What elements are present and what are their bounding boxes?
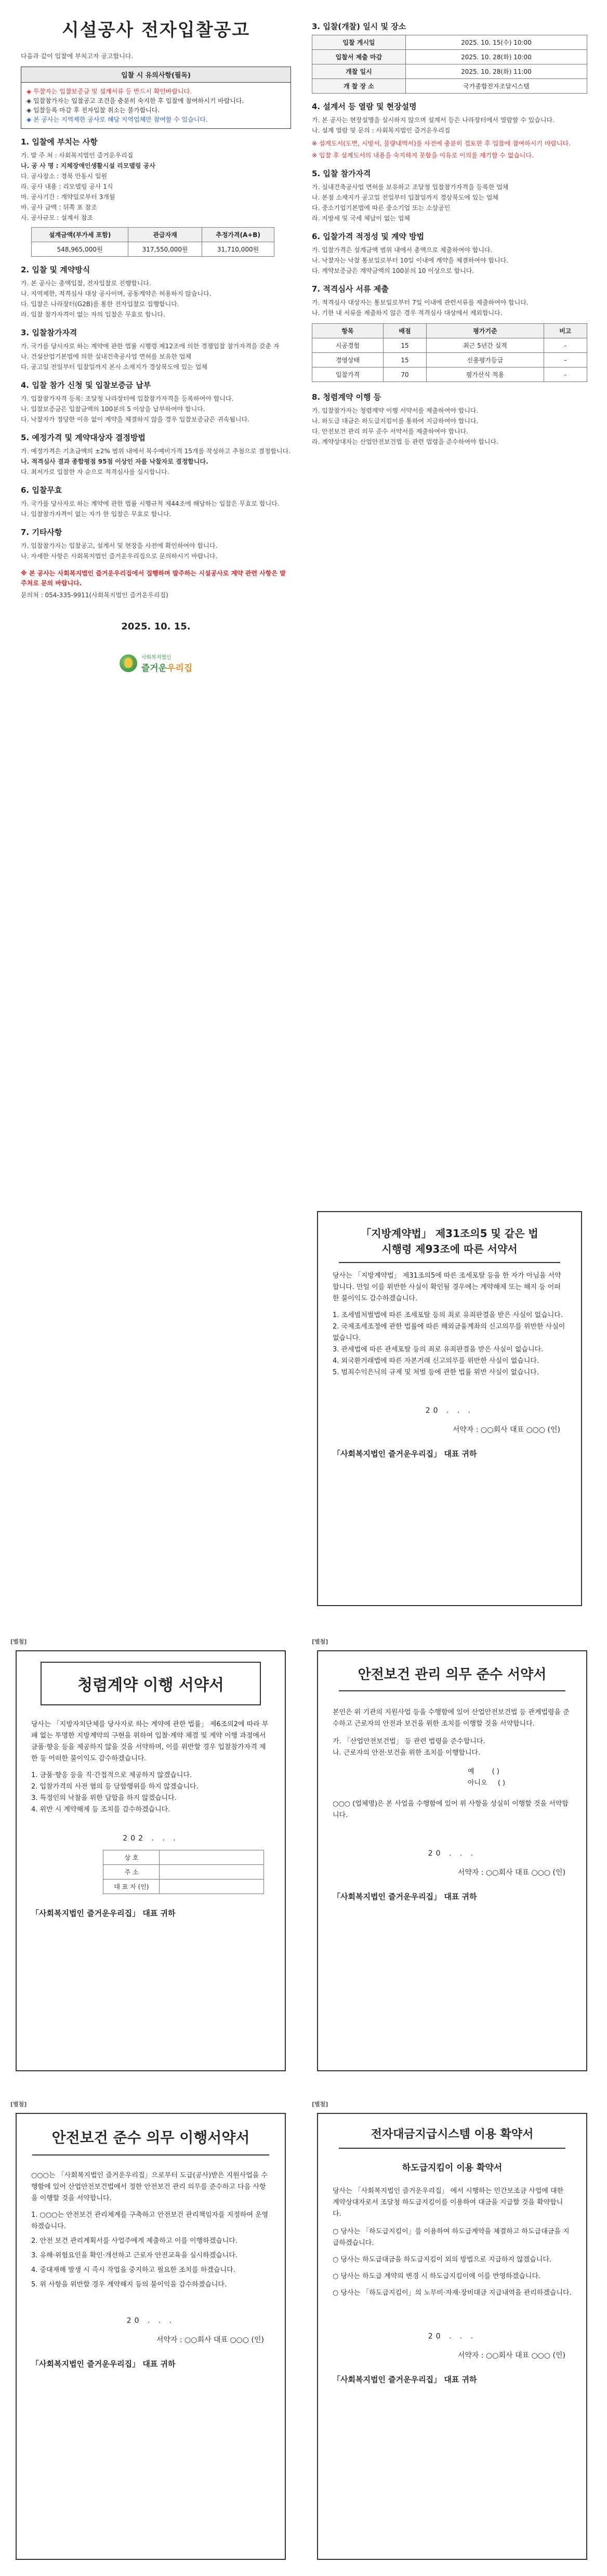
table-cell: 31,710,000원 [202, 242, 274, 257]
list-item: 가. 적격심사 대상자는 통보일로부터 7일 이내에 관련서류를 제출하여야 합니다. [312, 299, 529, 306]
list-item: 마. 공사기간 : 계약일로부터 3개월 [21, 193, 115, 201]
table-header: 비고 [544, 324, 587, 338]
table-cell: 548,965,000원 [32, 242, 128, 257]
form-addressee: 「사회복지법인 즐거운우리집」 대표 귀하 [333, 1892, 477, 1901]
list-item: 나. 입찰참가자격이 없는 자가 한 입찰은 무효로 합니다. [21, 510, 171, 518]
budget-table [31, 227, 274, 257]
form-addressee: 「사회복지법인 즐거운우리집」 대표 귀하 [333, 1449, 477, 1458]
caution-line: ◈ 입찰참가자는 입찰공고 조건을 충분히 숙지한 후 입찰에 참여하시기 바랍니다. [27, 97, 244, 104]
logo-text-main-b: 우리집 [167, 663, 193, 674]
table-cell: 개 찰 장 소 [312, 79, 406, 94]
list-item: 라. 지방세 및 국세 체납이 없는 업체 [312, 215, 410, 222]
form-note: ○○○ (업체명)은 본 사업을 수행함에 있어 위 사항을 성실히 이행할 것을 서약합니다. [333, 1800, 569, 1819]
logo-text-top: 사회복지법인 [141, 655, 171, 661]
table-row [312, 338, 587, 353]
table-cell: 입찰서 제출 마감 [312, 50, 406, 64]
checkbox-row [333, 1778, 572, 1789]
form-body [17, 1712, 285, 1823]
logo-text-main-a: 즐거운 [141, 663, 167, 674]
form-item: 3. 관세법에 따른 관세포탈 등의 죄로 유죄판결을 받은 사실이 없습니다. [333, 1346, 544, 1353]
form-intro: ○○○는 「사회복지법인 즐거운우리집」으로부터 도급(공사)받은 지원사업을 수행함에 있어 산업안전보건법에서 정한 안전보건 관리 의무를 준수하고 다음 사항을 이행할 것을 서약합니다. [31, 2172, 268, 2202]
table-cell: 2025. 10. 28(화) 11:00 [405, 64, 587, 79]
form-signer: 서약자 : ○○회사 대표 ○○○ (인) [156, 2336, 264, 2344]
section-5-list [21, 446, 291, 477]
form-item: 4. 중대재해 발생 시 즉시 작업을 중지하고 필요한 조치를 하겠습니다. [31, 2266, 235, 2274]
attachment-tag: [별첨] [10, 1638, 27, 1645]
form-item: 가. 「산업안전보건법」 등 관련 법령을 준수합니다. [333, 1738, 485, 1745]
r-section-7-list [312, 297, 587, 318]
table-cell: 최근 5년간 실적 [427, 338, 544, 353]
table-cell: 2025. 10. 28(화) 10:00 [405, 50, 587, 64]
list-item: 나. 적격심사 결과 종합평점 95점 이상인 자를 낙찰자로 결정합니다. [21, 458, 208, 465]
form-5-tag-wrap [312, 2100, 587, 2108]
list-item: 다. 중소기업기본법에 따른 중소기업 또는 소상공인 [312, 204, 451, 212]
table-row [312, 35, 587, 50]
form-2-tag-wrap [10, 1637, 286, 1646]
list-item: 가. 입찰참가자는 입찰공고, 설계서 및 현장을 사전에 확인하여야 합니다. [21, 542, 218, 549]
list-item: 가. 실내건축공사업 면허를 보유하고 조달청 입찰참가자격을 등록한 업체 [312, 183, 509, 191]
table-cell: 시공경험 [312, 338, 384, 353]
logo-mark-icon [120, 654, 137, 672]
section-heading: 3. 입찰(개찰) 일시 및 장소 [312, 22, 406, 31]
table-row [312, 50, 587, 64]
checkbox-label: 아니오 [468, 1779, 487, 1787]
logo-text [141, 653, 193, 674]
section-heading: 2. 입찰 및 계약방식 [21, 265, 90, 274]
table-cell: - [544, 353, 587, 367]
list-item: 나. 본점 소재지가 공고일 전일부터 입찰일까지 경상북도에 있는 업체 [312, 194, 498, 201]
section-heading: 5. 입찰 참가자격 [312, 169, 371, 178]
r-section-6-list [312, 245, 587, 276]
table-header: 추정가격(A+B) [202, 228, 274, 242]
table-row [312, 353, 587, 367]
table-cell: 신용평가등급 [427, 353, 544, 367]
checkbox-row [333, 1766, 572, 1778]
r-section-5-list [312, 182, 587, 224]
list-item: 가. 국가를 당사자로 하는 계약에 관한 법률 시행규칙 제44조에 해당하는 입찰은 무효로 합니다. [21, 500, 280, 507]
attachment-tag: [별첨] [312, 2101, 328, 2108]
table-row [312, 64, 587, 79]
form-item: 1. ○○○는 안전보건 관리체계를 구축하고 안전보건 관리책임자를 지정하여 운영하겠습니다. [31, 2211, 269, 2230]
caution-line: ◈ 입찰등록 마감 후 전자입찰 취소는 불가합니다. [27, 107, 160, 114]
list-item: 가. 본 공사는 총액입찰, 전자입찰로 진행합니다. [21, 280, 151, 287]
section-6-list [21, 498, 291, 519]
form-item: 2. 입찰가격의 사전 협의 등 담합행위를 하지 않겠습니다. [31, 1783, 199, 1791]
list-item: 라. 공사 내용 : 리모델링 공사 1식 [21, 183, 113, 190]
form-3-tag-wrap [312, 1637, 587, 1646]
list-item: 나. 자세한 사항은 사회복지법인 즐거운우리집으로 문의하시기 바랍니다. [21, 553, 218, 560]
list-item: 다. 안전보건 관리 의무 준수 서약서를 제출하여야 합니다. [312, 428, 468, 435]
table-row [103, 1880, 264, 1894]
logo-text-main [141, 661, 193, 674]
section-4-list [21, 393, 291, 425]
checkbox[interactable]: ( ) [497, 1779, 506, 1787]
section-2-list [21, 278, 291, 320]
form-title: 안전보건 관리 의무 준수 서약서 [339, 1651, 565, 1691]
form-body [318, 1263, 581, 1386]
form-signer: 서약자 : ○○회사 대표 ○○○ (인) [452, 1426, 560, 1434]
table-cell: 개찰 일시 [312, 64, 406, 79]
evaluation-table [312, 323, 587, 382]
safety-duty-pledge-form [317, 1650, 587, 2071]
table-cell: 경영상태 [312, 353, 384, 367]
list-item: 가. 본 공사는 현장설명을 실시하지 않으며 설계서 등은 나라장터에서 열람할 수 있습니다. [312, 116, 555, 124]
signer-table [103, 1850, 264, 1894]
contact-line: 문의처 : 054-335-9911(사회복지법인 즐거운우리집) [21, 592, 168, 599]
form-item: 1. 조세범처벌법에 따른 조세포탈 등의 죄로 유죄판결을 받은 사실이 없습니다. [333, 1311, 563, 1319]
list-item: 바. 공사 금액 : 뒤쪽 표 참조 [21, 204, 97, 211]
section-heading: 4. 설계서 등 열람 및 현장설명 [312, 102, 417, 111]
section-heading: 7. 기타사항 [21, 528, 62, 537]
list-item: 가. 국가를 당사자로 하는 계약에 관한 법률 시행령 제12조에 의한 경쟁입찰 참가자격을 갖춘 자 [21, 343, 280, 350]
form-4-tag-wrap [10, 2100, 286, 2108]
schedule-table [312, 35, 587, 94]
section-heading: 7. 적격심사 서류 제출 [312, 284, 389, 294]
table-row [312, 367, 587, 382]
form-item: 4. 외국환거래법에 따른 자본거래 신고의무를 위반한 사실이 없습니다. [333, 1357, 539, 1365]
form-item: 4. 위반 시 계약해제 등 조치를 감수하겠습니다. [31, 1806, 170, 1813]
form-item: 1. 금품·향응 등을 직·간접적으로 제공하지 않겠습니다. [31, 1771, 192, 1779]
table-row [312, 79, 587, 94]
list-item: 가. 입찰참가자는 청렴계약 이행 서약서를 제출하여야 합니다. [312, 407, 479, 414]
notice-left-column [21, 16, 291, 674]
list-item: 가. 입찰가격은 설계금액 범위 내에서 총액으로 제출하여야 합니다. [312, 246, 493, 254]
checkbox-label: 예 [468, 1768, 474, 1776]
notice-caution-box [21, 67, 291, 129]
list-item: 다. 계약보증금은 계약금액의 100분의 10 이상으로 합니다. [312, 267, 474, 274]
table-cell: 15 [383, 353, 426, 367]
table-row [312, 324, 587, 338]
caution-line: ◈ 투찰자는 입찰보증금 및 설계서류 등 반드시 확인바랍니다. [27, 88, 192, 95]
list-item: 나. 입찰보증금은 입찰금액의 100분의 5 이상을 납부하여야 합니다. [21, 405, 205, 413]
notice-caution-body [21, 83, 291, 128]
table-header: 배점 [383, 324, 426, 338]
notice-title: 시설공사 전자입찰공고 [61, 20, 250, 41]
form-item: 5. 위 사항을 위반할 경우 계약해지 등의 불이익을 감수하겠습니다. [31, 2281, 227, 2289]
caution-line: ◈ 본 공사는 지역제한 공사로 해당 지역업체만 참여할 수 있습니다. [27, 116, 208, 123]
section-3-list [21, 341, 291, 372]
list-item: 가. 예정가격은 기초금액의 ±2% 범위 내에서 복수예비가격 15개를 작성하고 추첨으로 결정합니다. [21, 448, 291, 455]
section-7-list [21, 541, 291, 561]
list-item: 다. 공고일 전일부터 입찰일까지 본사 소재지가 경상북도에 있는 업체 [21, 363, 207, 371]
red-notice: ※ 설계도서(도면, 시방서, 물량내역서)를 사전에 충분히 검토한 후 입찰에 참여하시기 바랍니다. [312, 140, 571, 147]
table-row [103, 1850, 264, 1865]
form-body [318, 2178, 586, 2311]
form-item: 3. 특정인의 낙찰을 위한 담합을 하지 않겠습니다. [31, 1794, 177, 1802]
form-title: 청렴계약 이행 서약서 [41, 1662, 260, 1705]
form-subtitle: 하도급지킴이 이용 확약서 [402, 2163, 503, 2173]
form-title: 안전보건 준수 의무 이행서약서 [32, 2114, 269, 2156]
list-item: 다. 입찰은 나라장터(G2B)를 통한 전자입찰로 집행합니다. [21, 300, 179, 308]
table-cell [160, 1865, 264, 1880]
form-item: 나. 근로자의 안전·보건을 위한 조치를 이행합니다. [333, 1749, 481, 1757]
table-cell: 대 표 자 (인) [103, 1880, 160, 1894]
tax-pledge-form [317, 1211, 582, 1606]
form-intro: 본인은 위 기관의 지원사업 등을 수행함에 있어 산업안전보건법 등 관계법령을 준수하고 근로자의 안전과 보건을 위한 조치를 이행할 것을 서약합니다. [333, 1708, 570, 1728]
table-cell: 주 소 [103, 1865, 160, 1880]
table-cell: 국가종합전자조달시스템 [405, 79, 587, 94]
list-item: 라. 입찰 참가자격이 없는 자의 입찰은 무효로 합니다. [21, 311, 165, 318]
table-cell: 70 [383, 367, 426, 382]
form-intro: 당사는 「지방계약법」 제31조의5에 따른 조세포탈 등을 한 자가 아님을 서약합니다. 만일 이를 위반한 사실이 확인될 경우에는 계약해제 또는 해지 등 어떠한 불이익도 감수하겠습니다. [333, 1272, 561, 1303]
form-title: 「지방계약법」 제31조의5 및 같은 법 시행령 제93조에 따른 서약서 [339, 1212, 560, 1263]
form-addressee: 「사회복지법인 즐거운우리집」 대표 귀하 [31, 2359, 176, 2369]
integrity-pledge-form [16, 1650, 286, 2071]
section-1-list [21, 150, 291, 223]
form-item: ○ 당사는 하도급대금을 하도급지킴이 외의 방법으로 지급하지 않겠습니다. [333, 2256, 552, 2264]
form-item: 5. 범죄수익은닉의 규제 및 처벌 등에 관한 법률 위반 사실이 없습니다. [333, 1369, 539, 1376]
notice-intro: 다음과 같이 입찰에 부치고자 공고합니다. [21, 52, 134, 60]
section-heading: 6. 입찰가격 적정성 및 계약 방법 [312, 232, 425, 241]
list-item: 다. 낙찰자가 정당한 이유 없이 계약을 체결하지 않을 경우 입찰보증금은 귀속됩니다. [21, 416, 249, 423]
table-header: 설계금액(부가세 포함) [32, 228, 128, 242]
form-item: ○ 당사는 하도급 계약의 변경 시 하도급지킴이에 이를 반영하겠습니다. [333, 2272, 541, 2280]
section-heading: 8. 청렴계약 이행 등 [312, 392, 381, 402]
org-logo [21, 653, 291, 674]
list-item: 다. 공사장소 : 경북 안동시 일원 [21, 173, 108, 180]
notice-caution-title: 입찰 시 유의사항(필독) [21, 67, 291, 83]
form-date: 20 . . . [428, 2332, 477, 2341]
table-cell: 입찰가격 [312, 367, 384, 382]
red-notice: ※ 입찰 후 설계도서의 내용을 숙지하지 못함을 이유로 이의를 제기할 수 없습니다. [312, 152, 534, 159]
list-item: 나. 하도급 대금은 하도급지킴이를 통하여 지급하여야 합니다. [312, 417, 479, 425]
table-header: 항목 [312, 324, 384, 338]
r-section-4-list [312, 115, 587, 136]
form-addressee: 「사회복지법인 즐거운우리집」 대표 귀하 [333, 2375, 477, 2384]
attachment-tag: [별첨] [10, 2101, 27, 2108]
table-cell: 평가산식 적용 [427, 367, 544, 382]
checkbox[interactable]: ( ) [492, 1768, 499, 1776]
form-item: 2. 안전 보건 관리계획서를 사업주에게 제출하고 이를 이행하겠습니다. [31, 2237, 238, 2245]
table-cell: 상 호 [103, 1850, 160, 1865]
payment-system-pledge-form [317, 2113, 587, 2560]
form-intro: 당사는 「지방자치단체를 당사자로 하는 계약에 관한 법률」 제6조의2에 따라 부패 없는 투명한 지방계약의 구현을 위하여 입찰·계약 체결 및 계약 이행 과정에서 금품·향응 등을 제공하지 않을 것을 서약하며, 이를 위반할 경우 입찰참가자격 제한 등 어떠한 불이익도 감수하겠습니다. [31, 1720, 269, 1763]
list-item: 나. 공 사 명 : 지체장애인생활시설 리모델링 공사 [21, 162, 155, 169]
form-item: 3. 유해·위험요인을 확인·개선하고 근로자 안전교육을 실시하겠습니다. [31, 2252, 238, 2259]
section-heading: 6. 입찰무효 [21, 485, 62, 495]
form-date: 20 . . . [126, 2317, 175, 2325]
list-item: 나. 건설산업기본법에 의한 실내건축공사업 면허를 보유한 업체 [21, 353, 192, 360]
section-heading: 5. 예정가격 및 계약대상자 결정방법 [21, 433, 146, 442]
form-body [318, 1700, 586, 1829]
list-item: 나. 낙찰자는 낙찰 통보일로부터 10일 이내에 계약을 체결하여야 합니다. [312, 257, 508, 264]
red-notice: ※ 본 공사는 사회복지법인 즐거운우리집에서 집행하며 발주하는 시설공사로 계약 관련 사항은 발주처로 문의 바랍니다. [21, 570, 286, 587]
form-signer: 서약자 : ○○회사 대표 ○○○ (인) [457, 2351, 565, 2360]
form-date: 20 . . . [428, 1849, 477, 1858]
notice-right-column [312, 21, 587, 447]
table-cell: - [544, 367, 587, 382]
form-date: 202 . . . [123, 1834, 179, 1843]
form-addressee: 「사회복지법인 즐거운우리집」 대표 귀하 [31, 1909, 176, 1918]
section-heading: 3. 입찰참가자격 [21, 328, 77, 337]
list-item: 라. 계약상대자는 산업안전보건법 등 관련 법령을 준수하여야 합니다. [312, 438, 498, 445]
notice-date: 2025. 10. 15. [121, 621, 191, 632]
table-cell: 입찰 게시일 [312, 35, 406, 50]
form-intro: 당사는 「사회복지법인 즐거운우리집」 에서 시행하는 민간보조금 사업에 대한 계약상대자로서 조달청 하도급지킴이를 이용하여 대금을 지급할 것을 확약합니다. [333, 2187, 564, 2218]
table-cell [160, 1850, 264, 1865]
table-cell: 317,550,000원 [128, 242, 202, 257]
section-heading: 1. 입찰에 부치는 사항 [21, 137, 98, 147]
form-item: ○ 당사는 「하도급지킴이」를 이용하여 하도급계약을 체결하고 하도급대금을 지급하겠습니다. [333, 2228, 570, 2247]
list-item: 다. 최저가로 입찰한 자 순으로 적격심사를 실시합니다. [21, 468, 169, 476]
table-cell: 2025. 10. 15(수) 10:00 [405, 35, 587, 50]
form-date: 20 . . . [425, 1407, 474, 1415]
r-section-8-list [312, 405, 587, 447]
attachment-tag: [별첨] [312, 1638, 328, 1645]
safety-compliance-pledge-form [16, 2113, 286, 2560]
list-item: 나. 지역제한, 적격심사 대상 공사이며, 공동계약은 허용하지 않습니다. [21, 290, 212, 297]
form-body [17, 2163, 285, 2301]
table-row [103, 1865, 264, 1880]
table-cell: 15 [383, 338, 426, 353]
form-item: 2. 국제조세조정에 관한 법률에 따른 해외금융계좌의 신고의무를 위반한 사실이 없습니다. [333, 1323, 565, 1342]
list-item: 가. 발 주 처 : 사회복지법인 즐거운우리집 [21, 152, 134, 159]
table-header: 평가기준 [427, 324, 544, 338]
form-signer: 서약자 : ○○회사 대표 ○○○ (인) [457, 1869, 565, 1877]
list-item: 나. 설계 열람 및 문의 : 사회복지법인 즐거운우리집 [312, 127, 451, 134]
table-header: 관급자재 [128, 228, 202, 242]
section-heading: 4. 입찰 참가 신청 및 입찰보증금 납부 [21, 380, 151, 390]
table-cell: - [544, 338, 587, 353]
list-item: 나. 기한 내 서류를 제출하지 않은 경우 적격심사 대상에서 제외합니다. [312, 309, 503, 317]
list-item: 사. 공사규모 : 설계서 참조 [21, 214, 94, 221]
list-item: 가. 입찰참가자격 등록: 조달청 나라장터에 입찰참가자격을 등록하여야 합니다. [21, 395, 234, 402]
table-cell [160, 1880, 264, 1894]
form-item: ○ 당사는 「하도급지킴이」의 노무비·자재·장비대금 지급내역을 관리하겠습니다. [333, 2289, 572, 2297]
form-title: 전자대금지급시스템 이용 확약서 [339, 2114, 565, 2149]
